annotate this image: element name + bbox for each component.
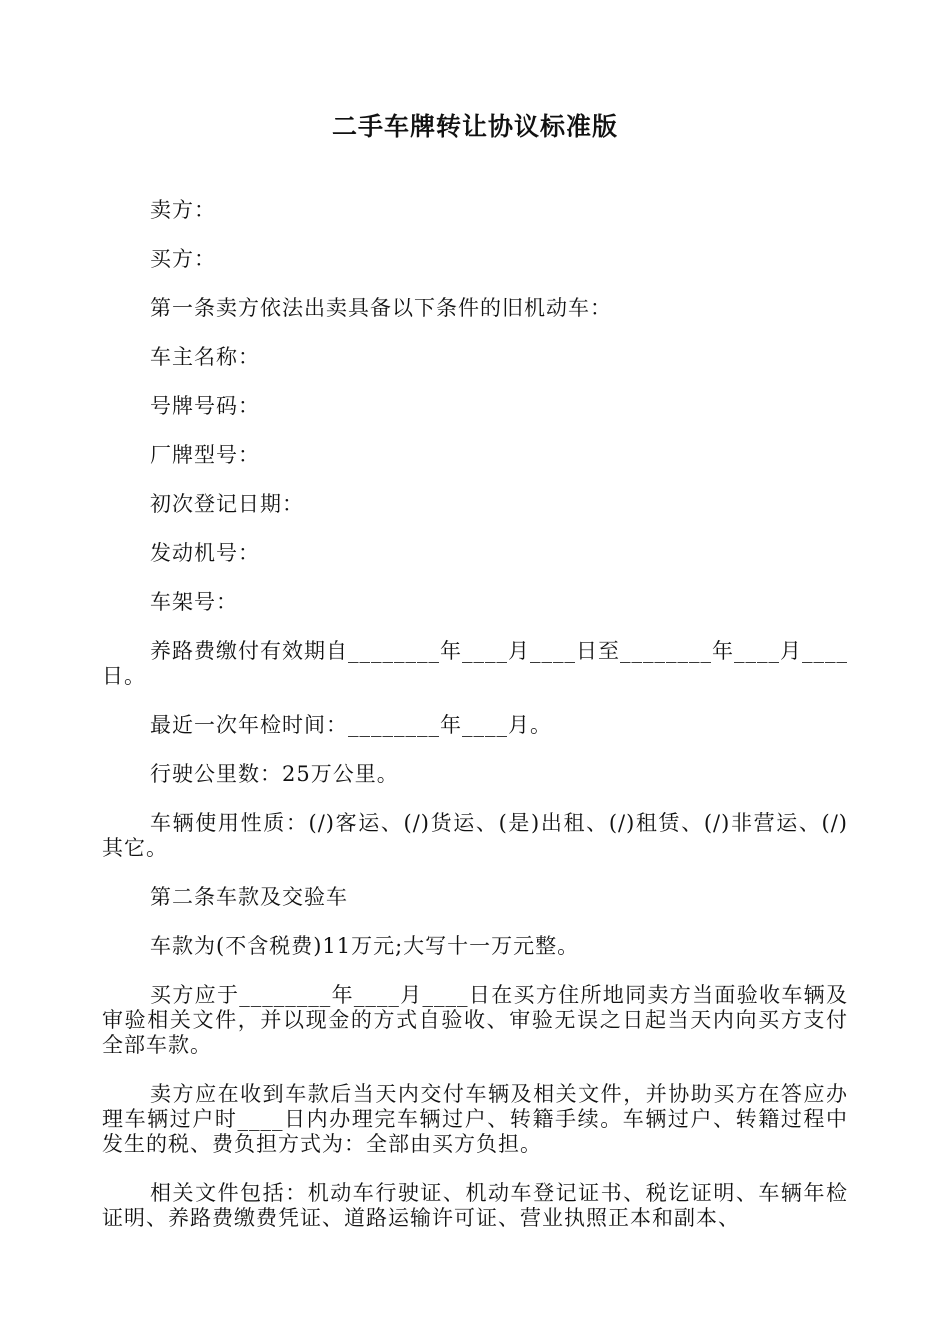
- paragraph-mileage: 行驶公里数：25万公里。: [150, 762, 399, 786]
- paragraph-engine-number: 发动机号：: [150, 541, 260, 565]
- paragraph-road-fee: 养路费缴付有效期自________年____月____日至________年____月____日。: [102, 639, 848, 688]
- paragraph-seller: 卖方：: [150, 198, 216, 222]
- paragraph-usage-type: 车辆使用性质：(/)客运、(/)货运、(是)出租、(/)租赁、(/)非营运、(/)其它。: [102, 811, 848, 860]
- paragraph-plate-number: 号牌号码：: [150, 394, 260, 418]
- document-body: [102, 198, 848, 1255]
- paragraph-buyer: 买方：: [150, 247, 216, 271]
- paragraph-model: 厂牌型号：: [150, 443, 260, 467]
- paragraph-price: 车款为(不含税费)11万元;大写十一万元整。: [150, 934, 580, 958]
- paragraph-frame-number: 车架号：: [150, 590, 238, 614]
- paragraph-owner-name: 车主名称：: [150, 345, 260, 369]
- paragraph-article-2: 第二条车款及交验车: [150, 885, 348, 909]
- paragraph-annual-inspection: 最近一次年检时间：________年____月。: [150, 713, 552, 737]
- paragraph-delivery-transfer: 卖方应在收到车款后当天内交付车辆及相关文件，并协助买方在答应办理车辆过户时____日内办理完车辆过户、转籍手续。车辆过户、转籍过程中发生的税、费负担方式为：全部由买方负担。: [102, 1082, 848, 1156]
- paragraph-first-registration: 初次登记日期：: [150, 492, 304, 516]
- paragraph-related-documents: 相关文件包括：机动车行驶证、机动车登记证书、税讫证明、车辆年检证明、养路费缴费凭证、道路运输许可证、营业执照正本和副本、: [102, 1181, 848, 1230]
- paragraph-article-1: 第一条卖方依法出卖具备以下条件的旧机动车：: [150, 296, 612, 320]
- paragraph-inspection-payment: 买方应于________年____月____日在买方住所地同卖方当面验收车辆及审验相关文件，并以现金的方式自验收、审验无误之日起当天内向买方支付全部车款。: [102, 983, 848, 1057]
- document-title: 二手车牌转让协议标准版: [331, 112, 618, 141]
